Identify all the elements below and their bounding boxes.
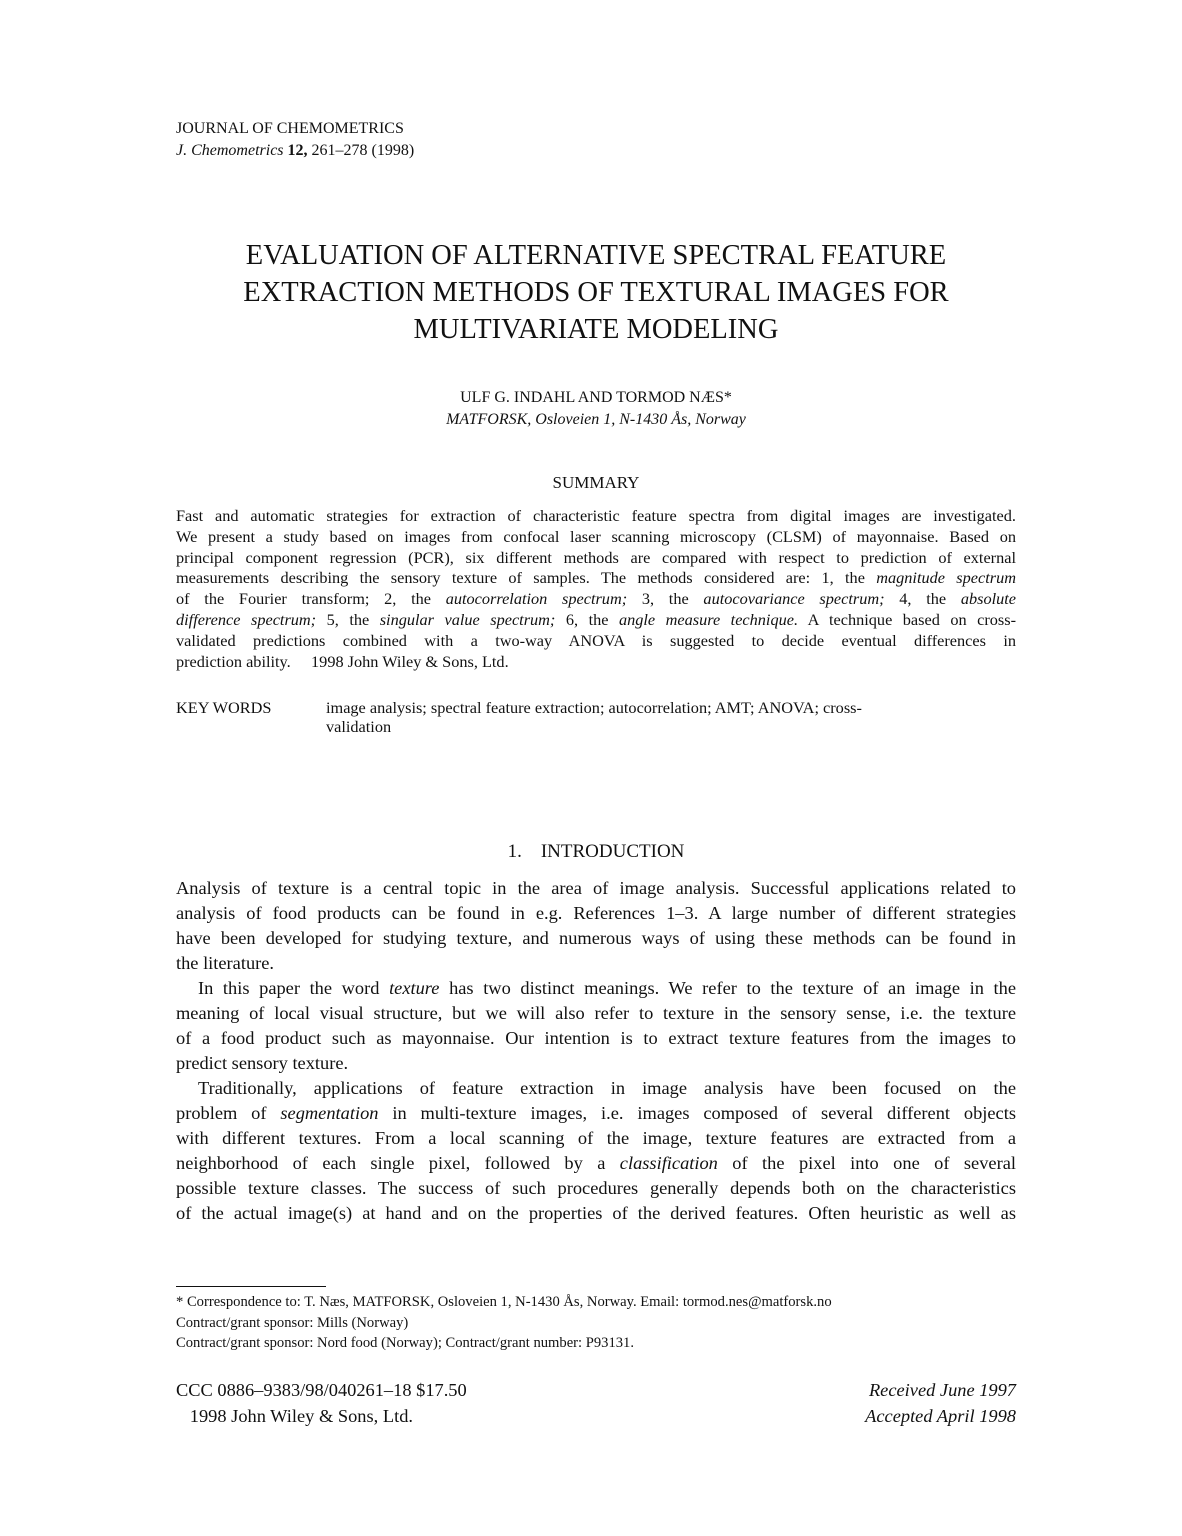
footnotes — [176, 1292, 832, 1354]
journal-citation — [176, 140, 414, 162]
summary-emphasis: magnitude spectrum — [876, 568, 1016, 588]
author-names: ULF G. INDAHL AND TORMOD NÆS* — [460, 389, 732, 406]
accepted-date: Accepted April 1998 — [865, 1406, 1016, 1426]
body-emphasis: segmentation — [280, 1103, 379, 1123]
keywords-line: image analysis; spectral feature extraction; autocorrelation; AMT; ANOVA; cross- — [326, 698, 862, 717]
body-line: possible texture classes. The success of such procedures generally depends both on the characteristics — [176, 1178, 1016, 1198]
citation-volume: 12, — [287, 142, 308, 159]
body-fragment: of the pixel into one of several — [717, 1153, 1016, 1173]
journal-header — [176, 118, 414, 162]
introduction-body — [176, 876, 1016, 1226]
body-line: predict sensory texture. — [176, 1053, 349, 1073]
keywords-label: KEY WORDS — [176, 698, 272, 717]
keywords-line: validation — [326, 717, 392, 736]
copyright-line: 1998 John Wiley & Sons, Ltd. — [176, 1406, 413, 1426]
summary-emphasis: singular value spectrum; — [379, 609, 556, 629]
summary-line: prediction ability. 1998 John Wiley & Sons, Ltd. — [176, 651, 509, 671]
title-line: EVALUATION OF ALTERNATIVE SPECTRAL FEATURE — [245, 240, 947, 271]
citation-journal: J. Chemometrics — [176, 142, 284, 159]
footer-left — [176, 1377, 467, 1429]
journal-name: JOURNAL OF CHEMOMETRICS — [176, 120, 404, 137]
body-line: the literature. — [176, 953, 275, 973]
body-fragment: neighborhood of each single pixel, followed by a — [176, 1153, 620, 1173]
body-line: meaning of local visual structure, but we will also refer to texture in the sensory sense, i.e. the texture — [176, 1003, 1016, 1023]
summary-fragment: of the Fourier transform; 2, the — [176, 589, 446, 609]
body-line: of the actual image(s) at hand and on the properties of the derived features. Often heuristic as well as — [176, 1203, 1016, 1223]
received-date: Received June 1997 — [868, 1380, 1016, 1400]
footer-right — [865, 1377, 1016, 1429]
body-line — [176, 1151, 1016, 1176]
body-line — [176, 976, 1016, 1001]
body-line — [176, 1101, 1016, 1126]
summary-line — [176, 610, 1016, 631]
body-line: with different textures. From a local scanning of the image, texture features are extracted from a — [176, 1128, 1016, 1148]
summary-line — [176, 589, 1016, 610]
summary-fragment: 4, the — [884, 589, 961, 609]
summary-heading: SUMMARY — [552, 473, 640, 492]
body-fragment: In this paper the word — [198, 978, 390, 998]
body-line: have been developed for studying texture, and numerous ways of using these methods can be found in — [176, 928, 1016, 948]
section-heading-introduction: 1. INTRODUCTION — [507, 841, 685, 862]
footnote-correspondence: * Correspondence to: T. Næs, MATFORSK, Osloveien 1, N-1430 Ås, Norway. Email: tormod.nes@matforsk.no — [176, 1294, 832, 1310]
summary-fragment: 3, the — [627, 589, 704, 609]
body-emphasis: classification — [619, 1153, 718, 1173]
body-fragment: has two distinct meanings. We refer to the texture of an image in the — [439, 978, 1016, 998]
summary-line — [176, 568, 1016, 589]
summary-fragment: measurements describing the sensory texture of samples. The methods considered are: 1, the — [176, 568, 877, 588]
summary-text — [176, 506, 1016, 672]
summary-emphasis: autocovariance spectrum; — [703, 589, 885, 609]
title-line: EXTRACTION METHODS OF TEXTURAL IMAGES FOR — [243, 277, 949, 308]
footnote-sponsor: Contract/grant sponsor: Mills (Norway) — [176, 1314, 409, 1331]
body-fragment: in multi-texture images, i.e. images composed of several different objects — [378, 1103, 1016, 1123]
citation-pages: 261–278 (1998) — [311, 142, 415, 159]
summary-fragment: A technique based on cross- — [798, 609, 1017, 629]
author-affiliation: MATFORSK, Osloveien 1, N-1430 Ås, Norway — [446, 411, 746, 428]
summary-emphasis: angle measure technique. — [618, 609, 799, 629]
footnote-rule — [176, 1286, 326, 1287]
body-emphasis: texture — [389, 978, 440, 998]
footnote-sponsor: Contract/grant sponsor: Nord food (Norway); Contract/grant number: P93131. — [176, 1335, 634, 1351]
body-line: Analysis of texture is a central topic in the area of image analysis. Successful applications related to — [176, 878, 1016, 898]
summary-emphasis: autocorrelation spectrum; — [445, 589, 628, 609]
summary-line: principal component regression (PCR), six different methods are compared with respect to prediction of external — [176, 547, 1016, 567]
summary-line: Fast and automatic strategies for extraction of characteristic feature spectra from digital images are investigated. — [176, 506, 1016, 525]
title-line: MULTIVARIATE MODELING — [413, 314, 779, 345]
paper-title — [176, 237, 1016, 348]
body-fragment: problem of — [176, 1103, 281, 1123]
summary-emphasis: absolute — [960, 589, 1017, 609]
summary-emphasis: difference spectrum; — [176, 609, 317, 629]
summary-line: We present a study based on images from confocal laser scanning microscopy (CLSM) of mayonnaise. Based on — [176, 526, 1016, 546]
body-line: Traditionally, applications of feature extraction in image analysis have been focused on the — [198, 1078, 1016, 1098]
author-block — [176, 387, 1016, 431]
keywords-text — [326, 698, 966, 736]
summary-line: validated predictions combined with a two-way ANOVA is suggested to decide eventual differences in — [176, 630, 1016, 650]
summary-fragment: 5, the — [316, 609, 380, 629]
body-line: analysis of food products can be found in e.g. References 1–3. A large number of different strategies — [176, 903, 1016, 923]
ccc-code: CCC 0886–9383/98/040261–18 $17.50 — [176, 1380, 467, 1400]
summary-fragment: 6, the — [555, 609, 619, 629]
body-line: of a food product such as mayonnaise. Our intention is to extract texture features from the images to — [176, 1028, 1016, 1048]
